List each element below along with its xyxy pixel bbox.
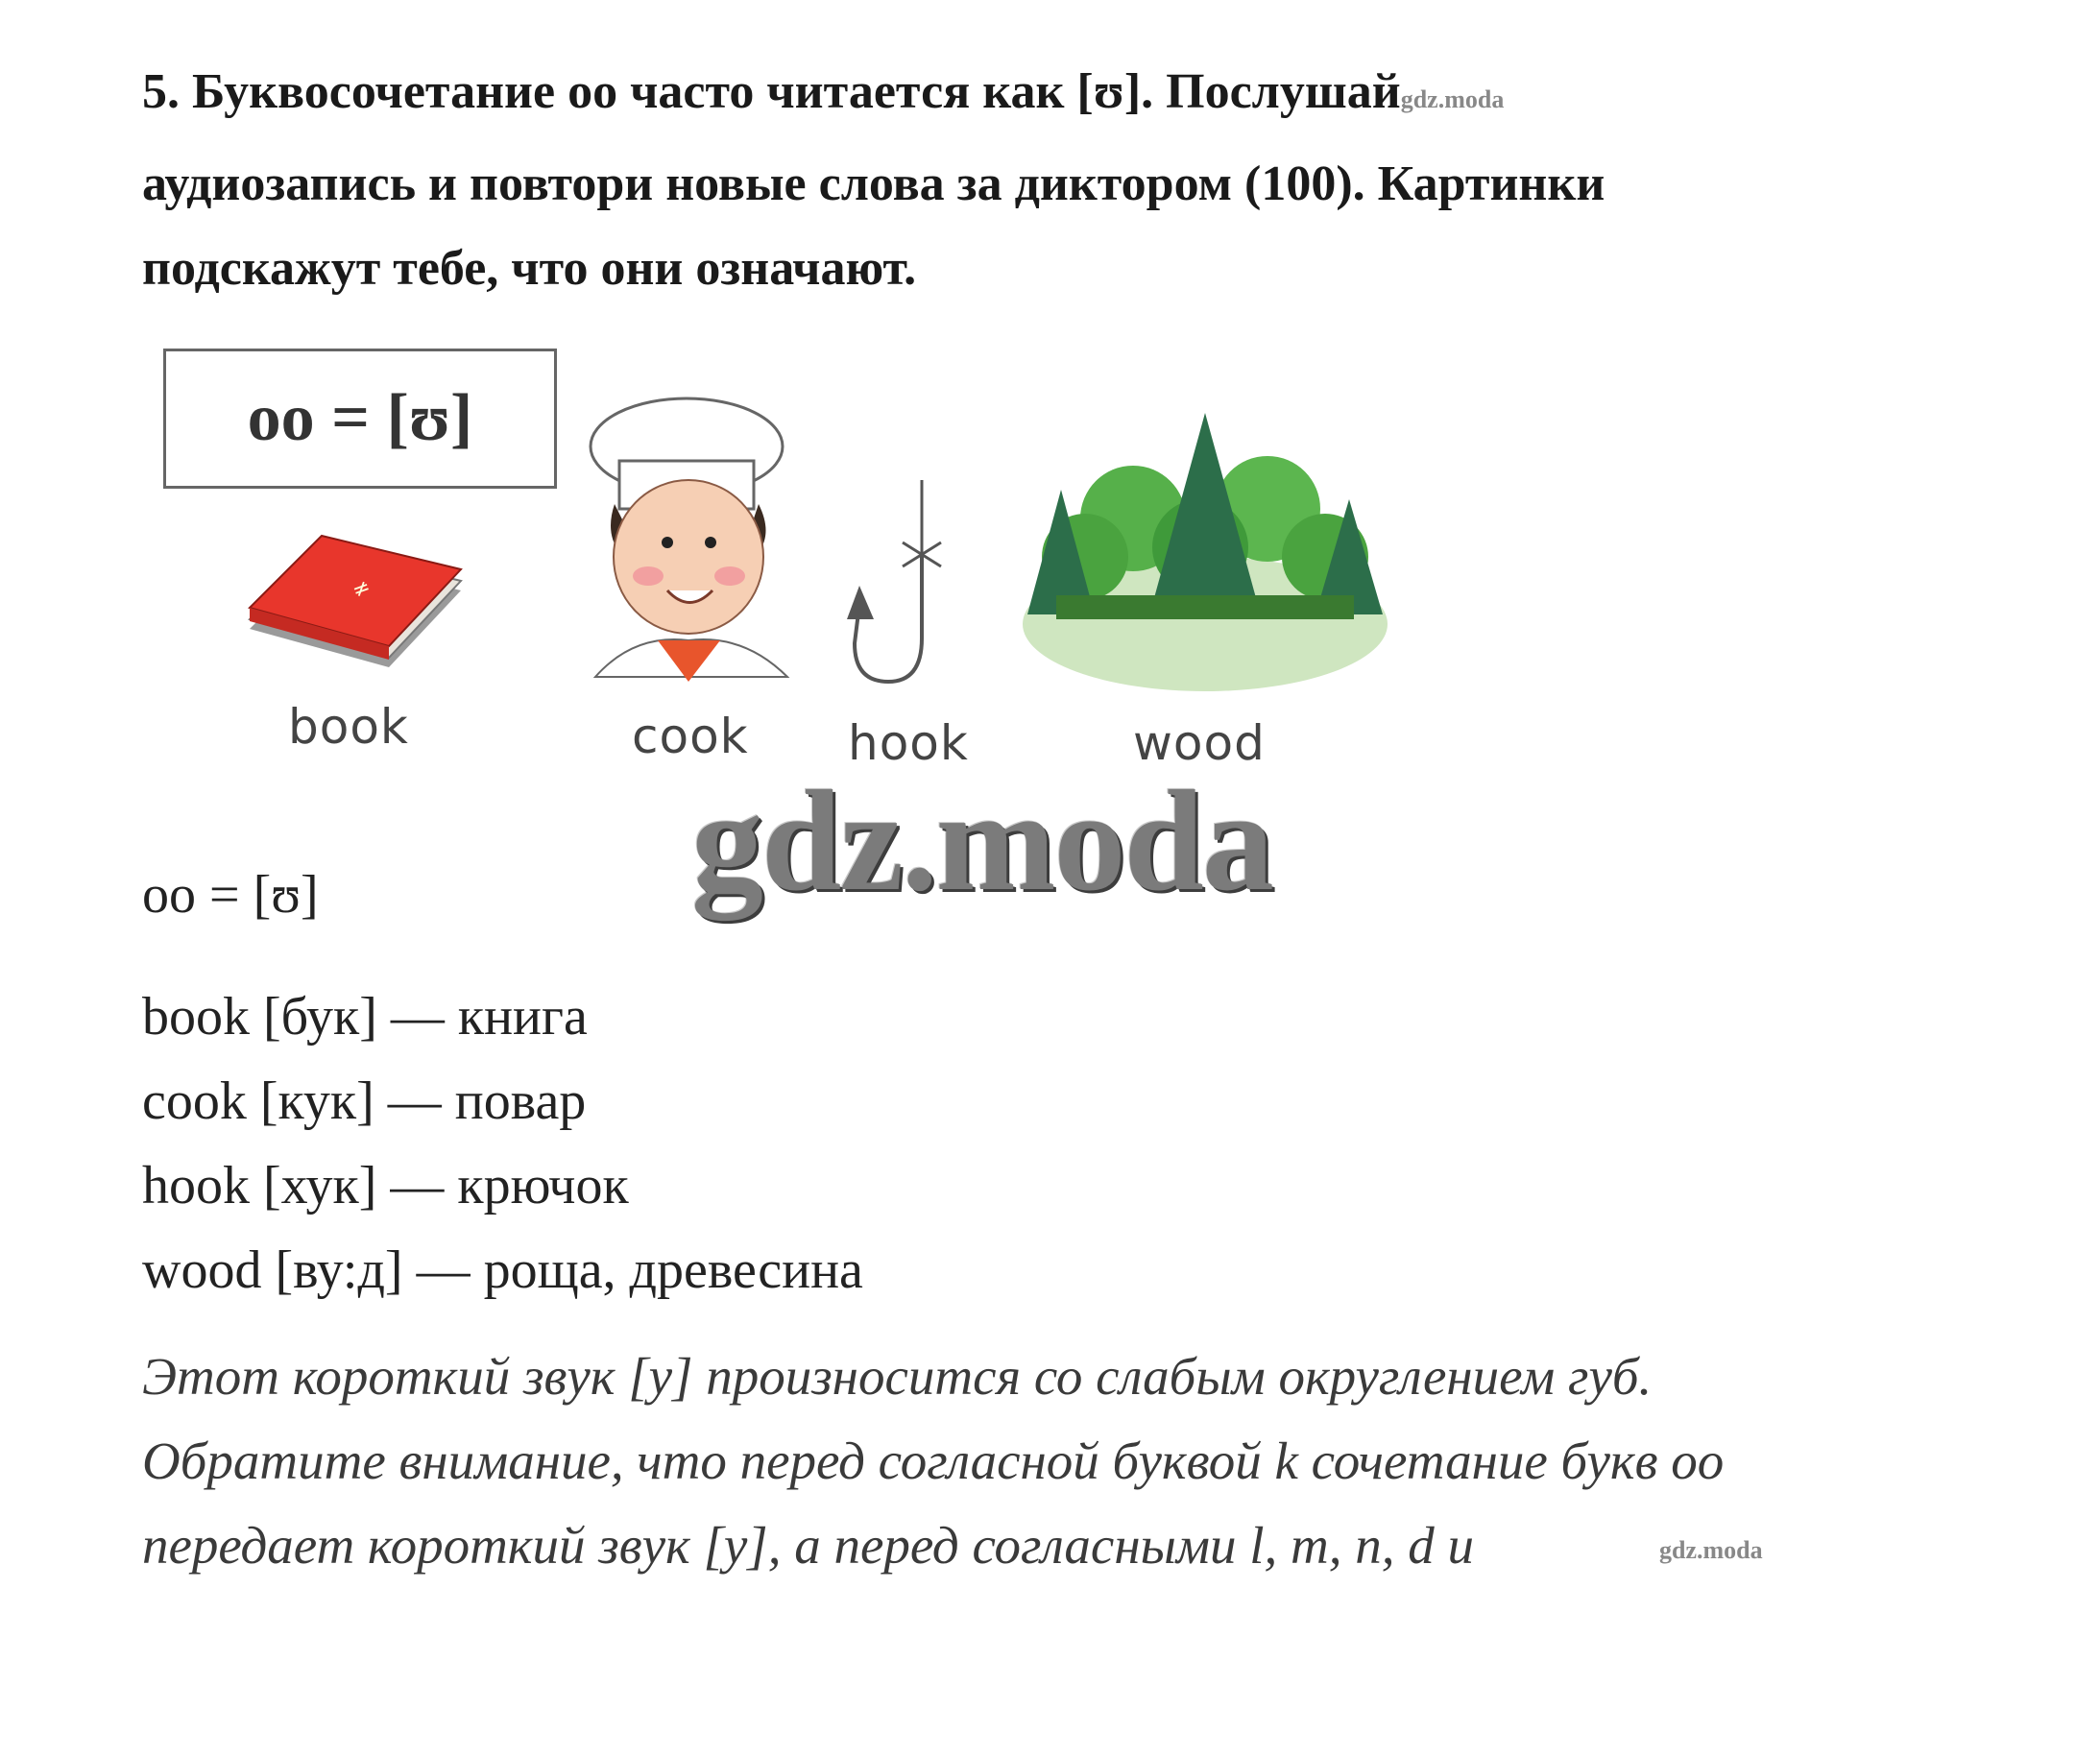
vocab-list — [142, 975, 863, 1312]
cook-icon — [576, 389, 807, 696]
vocab-row: cook [кук] — повар — [142, 1071, 587, 1131]
picture-label-hook: hook — [848, 715, 969, 771]
book-icon — [245, 523, 466, 677]
vocab-row: hook [хук] — крючок — [142, 1156, 629, 1215]
svg-text:≠: ≠ — [349, 574, 374, 604]
watermark: gdz.moda — [691, 761, 1272, 921]
picture-label-wood: wood — [1133, 715, 1266, 771]
task-line-2: аудиозапись и повтори новые слова за диктором (100). Картинки — [142, 156, 1605, 211]
vocab-row: book [бук] — книга — [142, 987, 588, 1047]
vocab-row: wood [ву:д] — роща, древесина — [142, 1240, 863, 1300]
formula: oo = [ʊ] — [142, 865, 319, 925]
bottom-watermark: gdz.moda — [1659, 1536, 1763, 1564]
task-text — [142, 50, 1967, 311]
task-line-1: 5. Буквосочетание оо часто читается как [ʊ]. Послушайgdz.moda — [142, 64, 1505, 119]
inline-watermark: gdz.moda — [1400, 85, 1505, 113]
note-line-1: Этот короткий звук [у] произносится со слабым округлением губ. — [142, 1347, 1653, 1406]
note-line-3: передает короткий звук [у], а перед согласными l, m, n, d и — [142, 1516, 1474, 1575]
wood-icon — [1018, 403, 1392, 701]
note-line-2: Обратите внимание, что перед согласной буквой k сочетание букв оо — [142, 1432, 1725, 1490]
pronunciation-note — [142, 1335, 1724, 1588]
task-line-3: подскажут тебе, что они означают. — [142, 241, 917, 296]
picture-label-book: book — [288, 699, 409, 755]
hook-icon — [845, 475, 979, 706]
rule-box: oo = [ʊ] — [163, 349, 557, 489]
picture-label-cook: cook — [632, 709, 749, 764]
